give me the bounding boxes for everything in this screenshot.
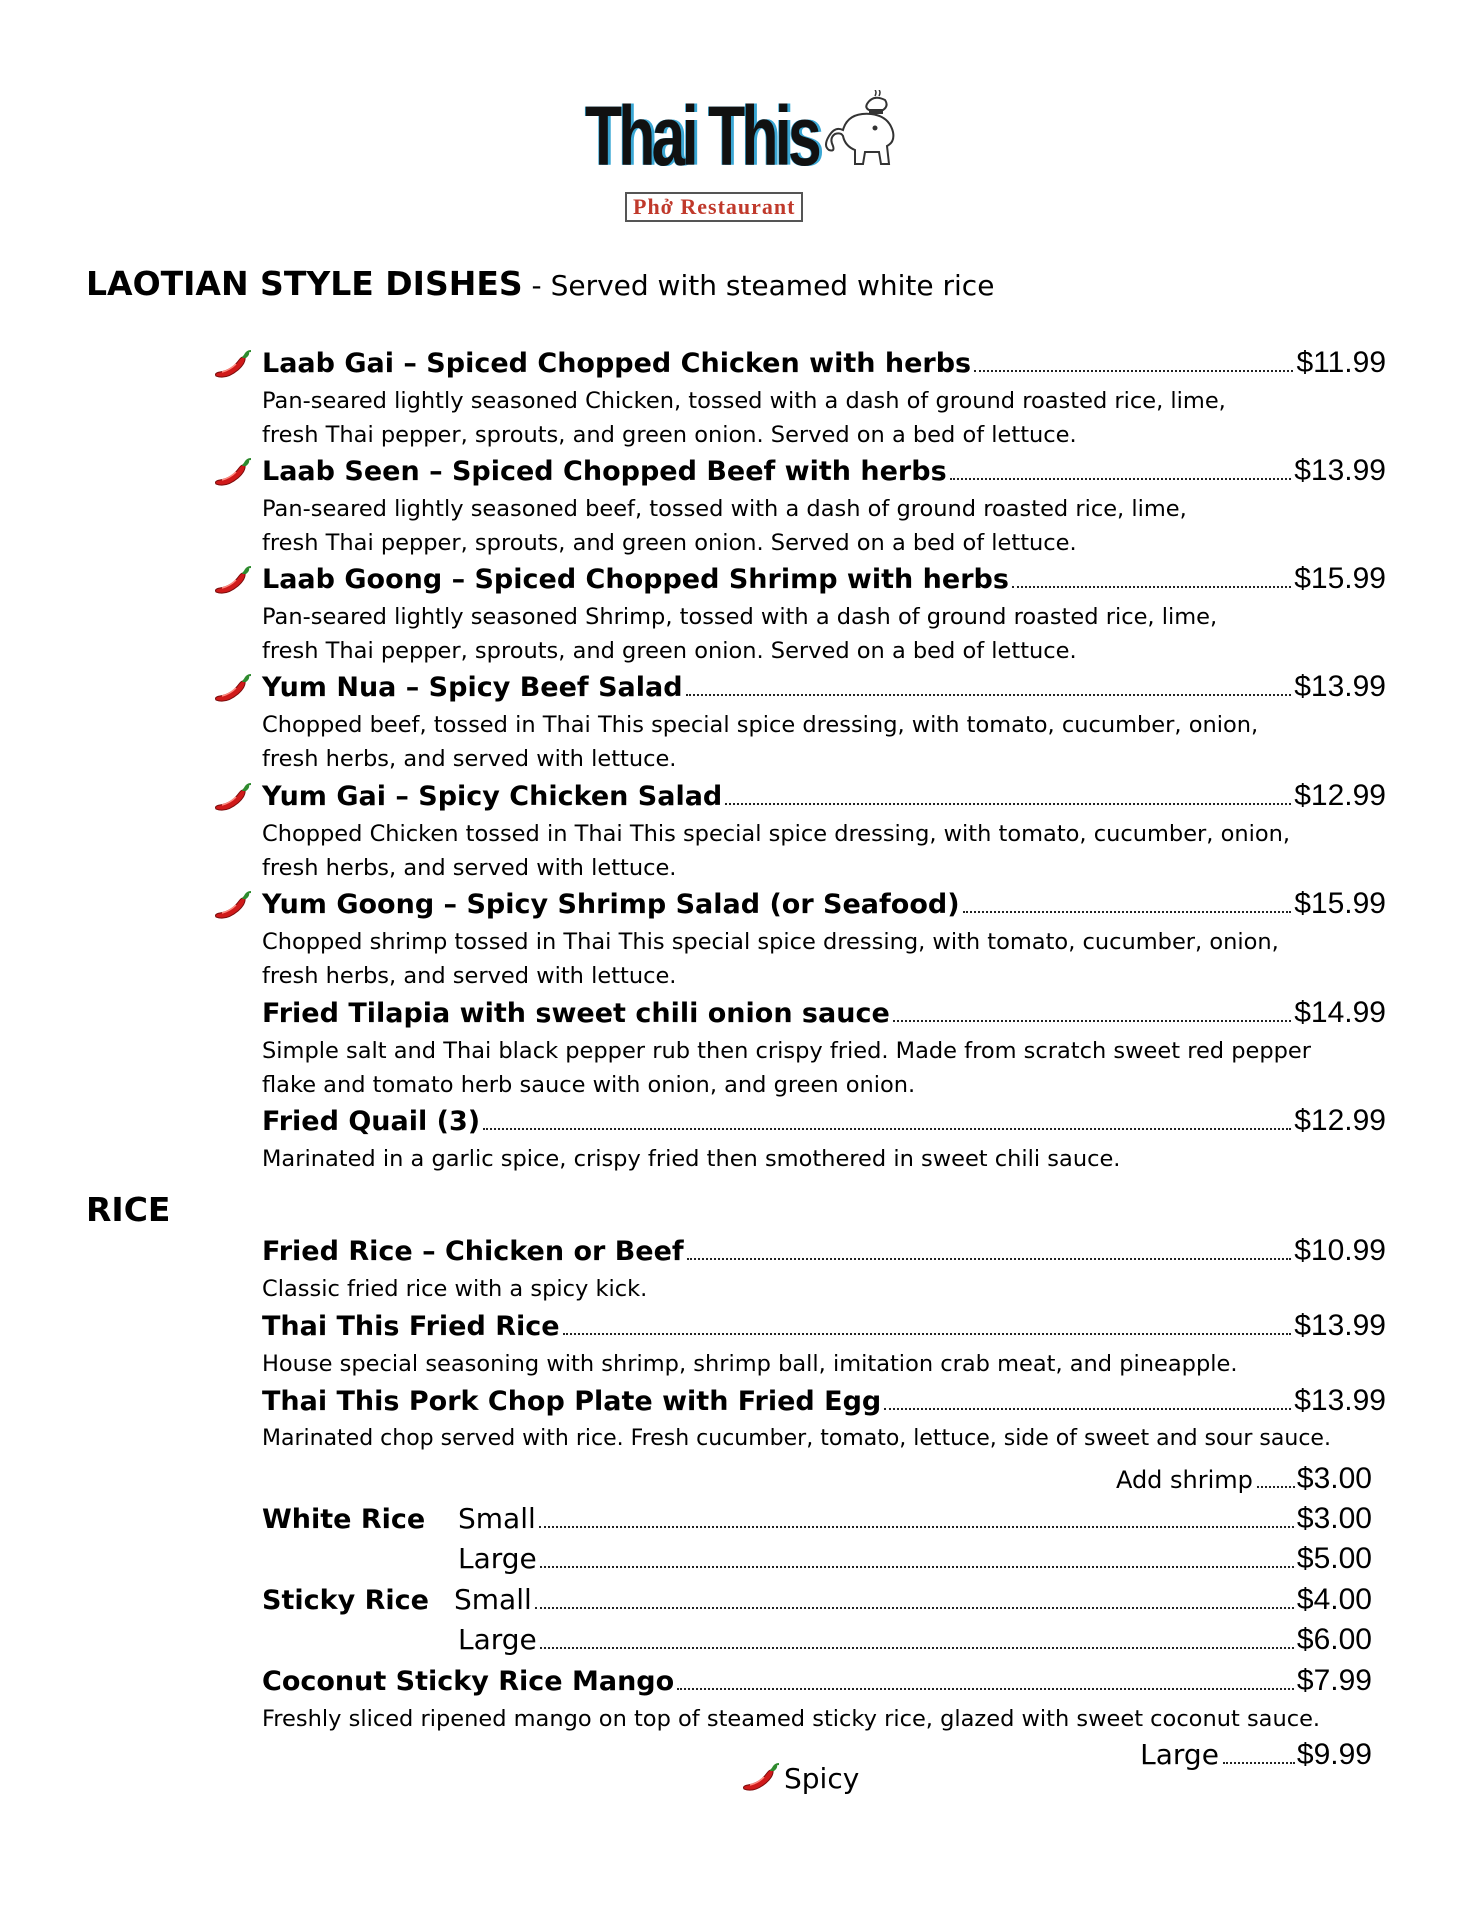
large-price: $9.99	[1296, 1738, 1372, 1771]
section-subtitle: Served with steamed white rice	[550, 269, 995, 302]
item-price: $13.99	[1294, 1384, 1386, 1417]
menu-item	[262, 887, 1386, 993]
item-description: Chopped Chicken tossed in Thai This special spice dressing, with tomato, cucumber, onion, fresh herbs, and served with lettuce.	[262, 821, 1291, 881]
rice-price: $6.00	[1296, 1623, 1372, 1656]
item-price: $15.99	[1294, 887, 1386, 920]
item-description: Simple salt and Thai black pepper rub then crispy fried. Made from scratch sweet red pepper flake and tomato herb sauce with onion, and green onion.	[262, 1038, 1312, 1098]
menu-item	[262, 1309, 1386, 1381]
dot-leader	[963, 911, 1292, 913]
item-description: House special seasoning with shrimp, shrimp ball, imitation crab meat, and pineapple.	[262, 1351, 1238, 1377]
chili-pepper-icon	[212, 566, 254, 598]
dot-leader	[1012, 586, 1291, 588]
item-name: Fried Rice – Chicken or Beef	[262, 1236, 684, 1267]
item-name: Fried Tilapia with sweet chili onion sauce	[262, 998, 890, 1029]
item-price: $11.99	[1296, 346, 1386, 379]
chili-pepper-icon	[740, 1763, 782, 1795]
rice-price: $5.00	[1296, 1542, 1372, 1575]
elephant-chef-icon	[813, 90, 913, 180]
laotian-section-heading	[86, 264, 994, 306]
item-description: Pan-seared lightly seasoned beef, tossed with a dash of ground roasted rice, lime, fresh Thai pepper, sprouts, and green onion. Served on a bed of lettuce.	[262, 496, 1187, 556]
item-price: $12.99	[1294, 779, 1386, 812]
dot-leader	[974, 370, 1293, 372]
menu-item	[262, 1234, 1386, 1306]
item-price: $15.99	[1294, 562, 1386, 595]
menu-item	[262, 454, 1386, 560]
dot-leader	[687, 1258, 1292, 1260]
side-rice-row	[262, 1583, 1372, 1621]
item-price: $13.99	[1294, 670, 1386, 703]
item-name: Thai This Fried Rice	[262, 1311, 560, 1342]
item-price: $12.99	[1294, 1104, 1386, 1137]
item-name: Yum Gai – Spicy Chicken Salad	[262, 781, 723, 812]
dot-leader	[1223, 1762, 1295, 1764]
dot-leader	[677, 1688, 1294, 1690]
dot-leader	[950, 478, 1292, 480]
dot-leader	[1257, 1486, 1295, 1488]
item-description: Freshly sliced ripened mango on top of steamed sticky rice, glazed with sweet coconut sauce.	[262, 1706, 1321, 1732]
rice-type: Sticky Rice	[262, 1585, 429, 1616]
side-rice-row	[262, 1502, 1372, 1540]
item-name: Thai This Pork Chop Plate with Fried Egg	[262, 1386, 882, 1417]
menu-item	[262, 1664, 1372, 1736]
menu-item	[262, 996, 1386, 1102]
add-shrimp-price: $3.00	[1296, 1462, 1372, 1495]
dot-leader	[725, 803, 1291, 805]
item-name: Laab Goong – Spiced Chopped Shrimp with herbs	[262, 564, 1009, 595]
dot-leader	[884, 1408, 1291, 1410]
menu-item	[262, 346, 1386, 452]
section-title: RICE	[86, 1190, 171, 1229]
menu-item	[262, 779, 1386, 885]
spicy-legend	[740, 1762, 859, 1795]
add-shrimp-option	[1116, 1462, 1372, 1496]
item-price: $10.99	[1294, 1234, 1386, 1267]
rice-section-heading	[86, 1190, 170, 1230]
menu-item	[262, 562, 1386, 668]
dot-leader	[483, 1128, 1291, 1130]
item-price: $13.99	[1294, 454, 1386, 487]
item-description: Marinated chop served with rice. Fresh cucumber, tomato, lettuce, side of sweet and sour sauce.	[262, 1426, 1331, 1451]
section-separator: -	[522, 269, 551, 302]
chili-pepper-icon	[212, 350, 254, 382]
logo-title: Thai This	[585, 89, 819, 183]
rice-price: $3.00	[1296, 1502, 1372, 1535]
item-description: Pan-seared lightly seasoned Shrimp, tossed with a dash of ground roasted rice, lime, fresh Thai pepper, sprouts, and green onion. Served on a bed of lettuce.	[262, 604, 1218, 664]
item-description: Chopped shrimp tossed in Thai This special spice dressing, with tomato, cucumber, onion, fresh herbs, and served with lettuce.	[262, 929, 1279, 989]
item-price: $14.99	[1294, 996, 1386, 1029]
dot-leader	[563, 1333, 1292, 1335]
item-description: Marinated in a garlic spice, crispy fried then smothered in sweet chili sauce.	[262, 1146, 1121, 1172]
item-name: Yum Nua – Spicy Beef Salad	[262, 672, 683, 703]
rice-type: White Rice	[262, 1504, 426, 1535]
menu-item	[262, 1384, 1386, 1456]
rice-size: Large	[458, 1623, 537, 1656]
item-name: Yum Goong – Spicy Shrimp Salad (or Seafood)	[262, 889, 960, 920]
chili-pepper-icon	[212, 674, 254, 706]
item-name: Coconut Sticky Rice Mango	[262, 1666, 675, 1697]
rice-size: Large	[458, 1542, 537, 1575]
item-price: $13.99	[1294, 1309, 1386, 1342]
large-label: Large	[1140, 1738, 1219, 1771]
dessert-large-option	[1140, 1738, 1372, 1772]
item-description: Classic fried rice with a spicy kick.	[262, 1276, 648, 1302]
item-name: Laab Seen – Spiced Chopped Beef with herbs	[262, 456, 947, 487]
rice-size: Small	[454, 1583, 532, 1616]
legend-label: Spicy	[784, 1762, 860, 1795]
item-name: Laab Gai – Spiced Chopped Chicken with herbs	[262, 348, 972, 379]
dot-leader	[893, 1020, 1291, 1022]
add-shrimp-label: Add shrimp	[1115, 1466, 1253, 1494]
restaurant-logo	[585, 88, 915, 228]
chili-pepper-icon	[212, 458, 254, 490]
side-rice-row	[262, 1542, 1372, 1580]
dot-leader	[535, 1607, 1294, 1609]
logo-subtitle: Phở Restaurant	[625, 192, 803, 222]
item-price: $7.99	[1296, 1664, 1372, 1697]
rice-size: Small	[458, 1502, 536, 1535]
dot-leader	[540, 1647, 1294, 1649]
item-description: Pan-seared lightly seasoned Chicken, tossed with a dash of ground roasted rice, lime, fresh Thai pepper, sprouts, and green onion. Served on a bed of lettuce.	[262, 388, 1226, 448]
rice-price: $4.00	[1296, 1583, 1372, 1616]
dot-leader	[540, 1566, 1294, 1568]
dot-leader	[539, 1526, 1294, 1528]
chili-pepper-icon	[212, 891, 254, 923]
menu-item	[262, 670, 1386, 776]
menu-item	[262, 1104, 1386, 1176]
item-name: Fried Quail (3)	[262, 1106, 481, 1137]
dot-leader	[686, 694, 1292, 696]
chili-pepper-icon	[212, 783, 254, 815]
side-rice-row	[262, 1623, 1372, 1661]
section-title: LAOTIAN STYLE DISHES	[86, 264, 523, 303]
item-description: Chopped beef, tossed in Thai This special spice dressing, with tomato, cucumber, onion, fresh herbs, and served with lettuce.	[262, 712, 1259, 772]
